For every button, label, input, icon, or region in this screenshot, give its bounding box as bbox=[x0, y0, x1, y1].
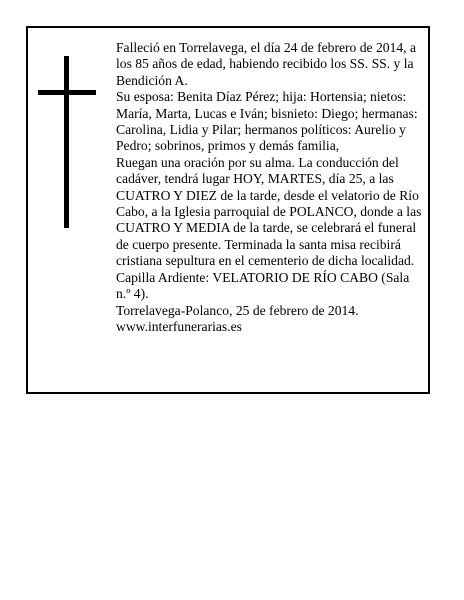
chapel-location: Capilla Ardiente: VELATORIO DE RÍO CABO (Sala n.º 4). bbox=[116, 269, 410, 302]
notice-body bbox=[116, 40, 422, 335]
death-announcement: Falleció en Torrelavega, el día 24 de febrero de 2014, a los 85 años de edad, habiendo recibido los SS. SS. y la Bendición A. bbox=[116, 40, 416, 88]
website-link[interactable]: www.interfunerarias.es bbox=[116, 318, 242, 334]
place-and-date: Torrelavega-Polanco, 25 de febrero de 2014. bbox=[116, 302, 359, 318]
obituary-notice bbox=[26, 26, 430, 394]
cross-icon bbox=[38, 56, 98, 228]
funeral-details: Ruegan una oración por su alma. La conducción del cadáver, tendrá lugar HOY, MARTES, día 25, a las CUATRO Y DIEZ de la tarde, desde el velatorio de Río Cabo, a la Iglesia parroquial de POLANCO, donde a las CUATRO Y MEDIA de la tarde, se celebrará el funeral de cuerpo presente. Terminada la santa misa recibirá cristiana sepultura en el cementerio de dicha localidad. bbox=[116, 154, 422, 269]
cross-vertical-bar bbox=[64, 56, 69, 228]
cross-horizontal-bar bbox=[38, 90, 96, 95]
family-list: Su esposa: Benita Díaz Pérez; hija: Hortensia; nietos: María, Marta, Lucas e Iván; bisnieto: Diego; hermanas: Carolina, Lidia y Pilar; hermanos políticos: Aurelio y Pedro; sobrinos, primos y demás familia, bbox=[116, 89, 418, 154]
